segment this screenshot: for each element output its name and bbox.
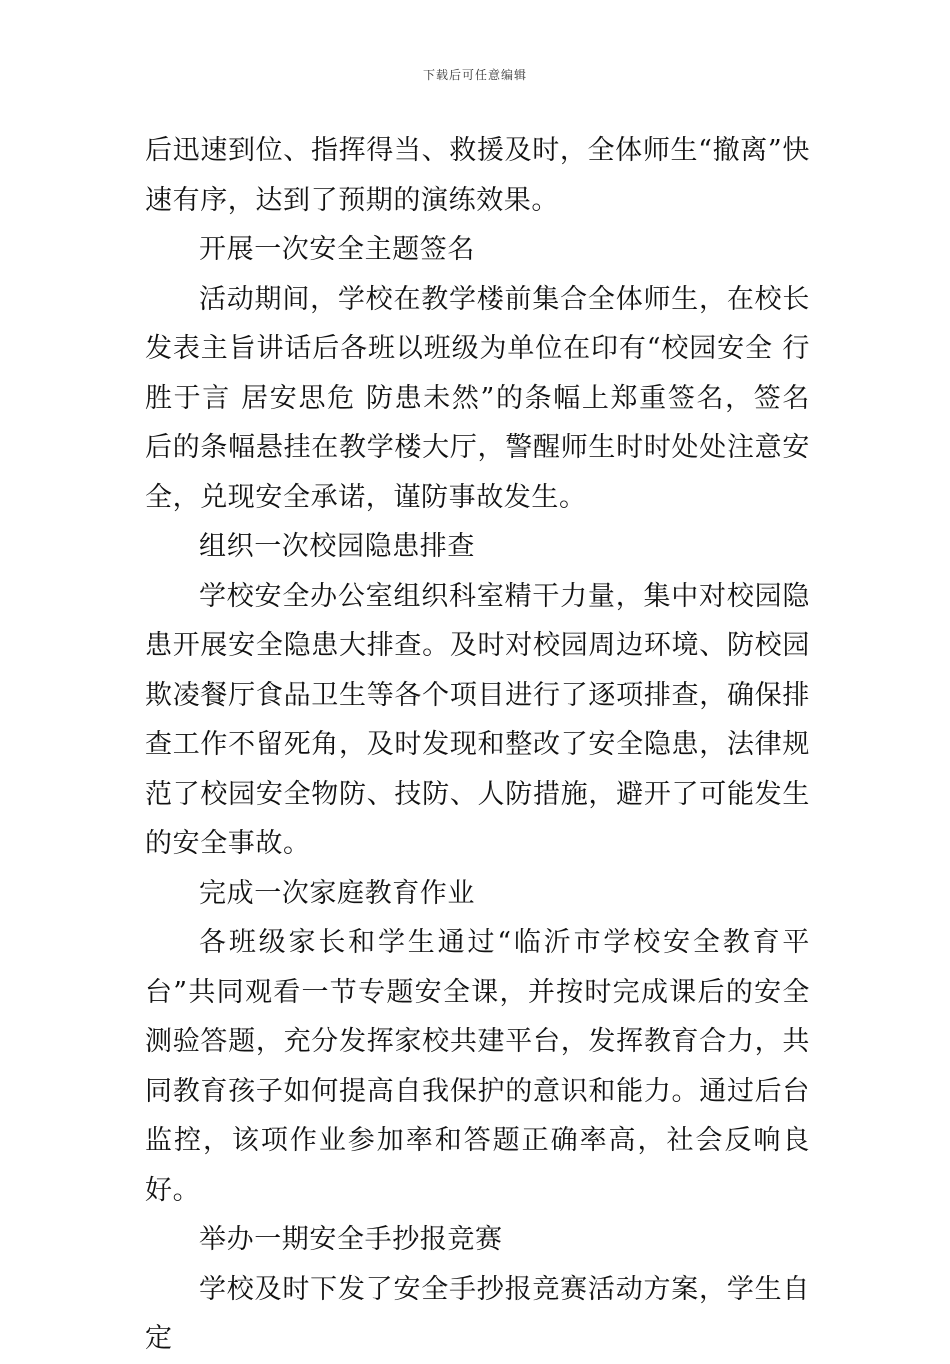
document-body: [145, 126, 810, 1364]
paragraph-handwritten-newspaper: 学校及时下发了安全手抄报竞赛活动方案，学生自定: [145, 1273, 810, 1354]
section-heading-handwritten-newspaper: 举办一期安全手抄报竞赛: [199, 1224, 503, 1255]
paragraph-drill-result: 后迅速到位、指挥得当、救援及时，全体师生“撤离”快速有序，达到了预期的演练效果。: [145, 135, 810, 216]
section-heading-hazard-check: 组织一次校园隐患排查: [199, 531, 475, 562]
page-header: 下载后可任意编辑: [422, 68, 527, 82]
section-heading-signature: 开展一次安全主题签名: [199, 234, 475, 265]
paragraph-hazard-check: 学校安全办公室组织科室精干力量，集中对校园隐患开展安全隐患大排查。及时对校园周边环境、防校园欺凌餐厅食品卫生等各个项目进行了逐项排查，确保排查工作不留死角，及时发现和整改了安全隐患，法律规范了校园安全物防、技防、人防措施，避开了可能发生的安全事故。: [145, 580, 810, 859]
paragraph-family-homework: 各班级家长和学生通过“临沂市学校安全教育平台”共同观看一节专题安全课，并按时完成课后的安全测验答题，充分发挥家校共建平台，发挥教育合力，共同教育孩子如何提高自我保护的意识和能力。通过后台监控，该项作业参加率和答题正确率高，社会反响良好。: [145, 927, 810, 1206]
section-heading-family-homework: 完成一次家庭教育作业: [199, 877, 475, 909]
paragraph-signature: 活动期间，学校在教学楼前集合全体师生，在校长发表主旨讲话后各班以班级为单位在印有“校园安全 行胜于言 居安思危 防患未然”的条幅上郑重签名，签名后的条幅悬挂在教学楼大厅，警醒师生时时处处注意安全，兑现安全承诺，谨防事故发生。: [145, 283, 810, 513]
